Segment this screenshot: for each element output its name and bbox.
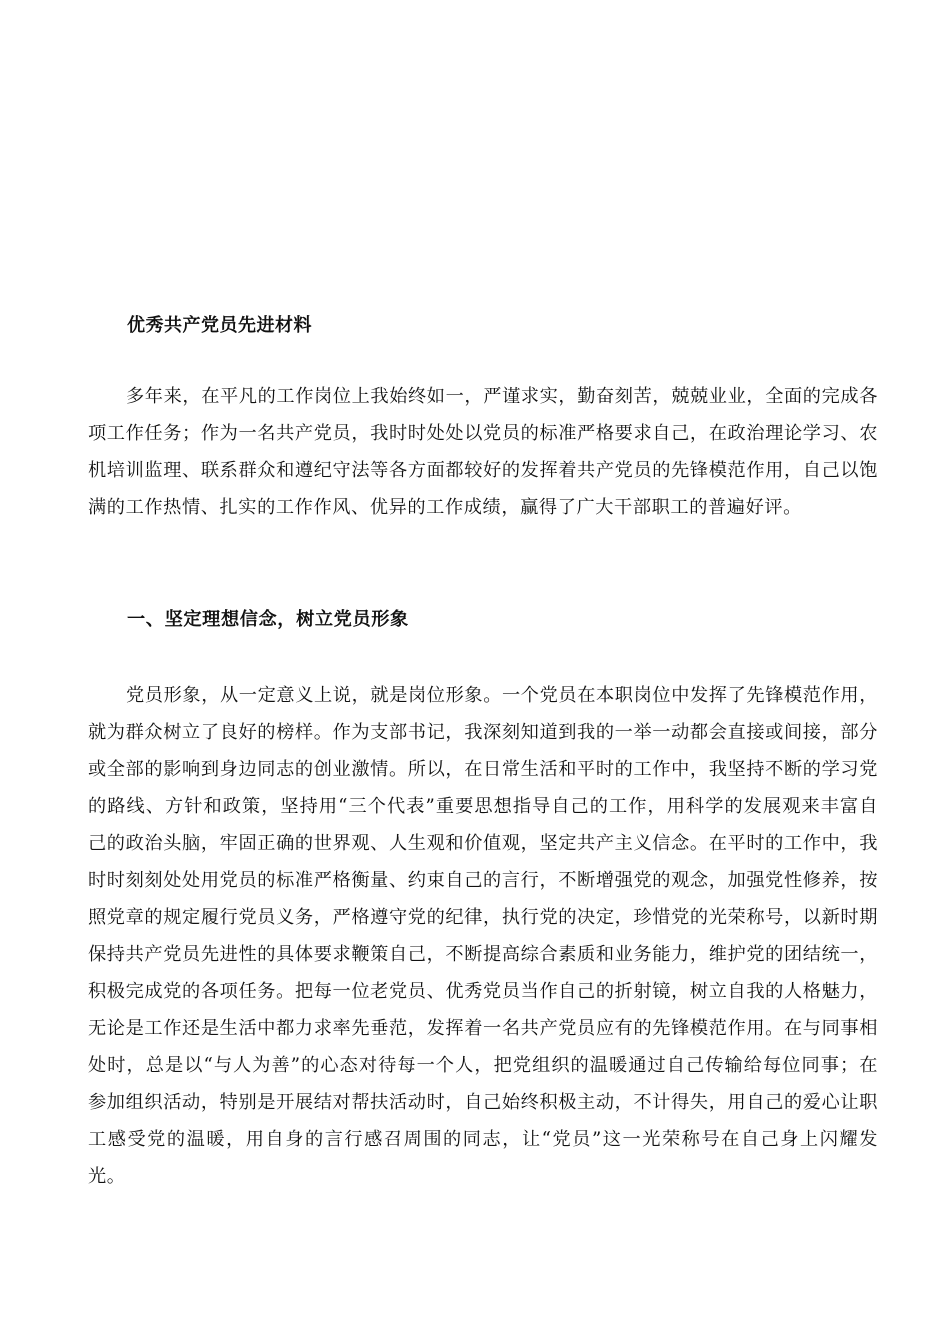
section-heading: 一、坚定理想信念，树立党员形象: [127, 609, 409, 630]
section-paragraph: 党员形象，从一定意义上说，就是岗位形象。一个党员在本职岗位中发挥了先锋模范作用，就为群众树立了良好的榜样。作为支部书记，我深刻知道到我的一举一动都会直接或间接，部分或全部的影响到身边同志的创业激情。所以，在日常生活和平时的工作中，我坚持不断的学习党的路线、方针和政策，坚持用“三个代表”重要思想指导自己的工作，用科学的发展观来丰富自己的政治头脑，牢固正确的世界观、人生观和价值观，坚定共产主义信念。在平时的工作中，我时时刻刻处处用党员的标准严格衡量、约束自己的言行，不断增强党的观念，加强党性修养，按照党章的规定履行党员义务，严格遵守党的纪律，执行党的决定，珍惜党的光荣称号，以新时期保持共产党员先进性的具体要求鞭策自己，不断提高综合素质和业务能力，维护党的团结统一，积极完成党的各项任务。把每一位老党员、优秀党员当作自己的折射镜，树立自我的人格魅力，无论是工作还是生活中都力求率先垂范，发挥着一名共产党员应有的先锋模范作用。在与同事相处时，总是以“与人为善”的心态对待每一个人，把党组织的温暖通过自己传输给每位同事；在参加组织活动，特别是开展结对帮扶活动时，自己始终积极主动，不计得失，用自己的爱心让职工感受党的温暖，用自身的言行感召周围的同志，让“党员”这一光荣称号在自己身上闪耀发光。: [88, 685, 878, 1187]
intro-paragraph: 多年来，在平凡的工作岗位上我始终如一，严谨求实，勤奋刻苦，兢兢业业，全面的完成各项工作任务；作为一名共产党员，我时时处处以党员的标准严格要求自己，在政治理论学习、农机培训监理、联系群众和遵纪守法等各方面都较好的发挥着共产党员的先锋模范作用，自己以饱满的工作热情、扎实的工作作风、优异的工作成绩，赢得了广大干部职工的普遍好评。: [88, 386, 878, 518]
document-title: 优秀共产党员先进材料: [127, 315, 312, 336]
